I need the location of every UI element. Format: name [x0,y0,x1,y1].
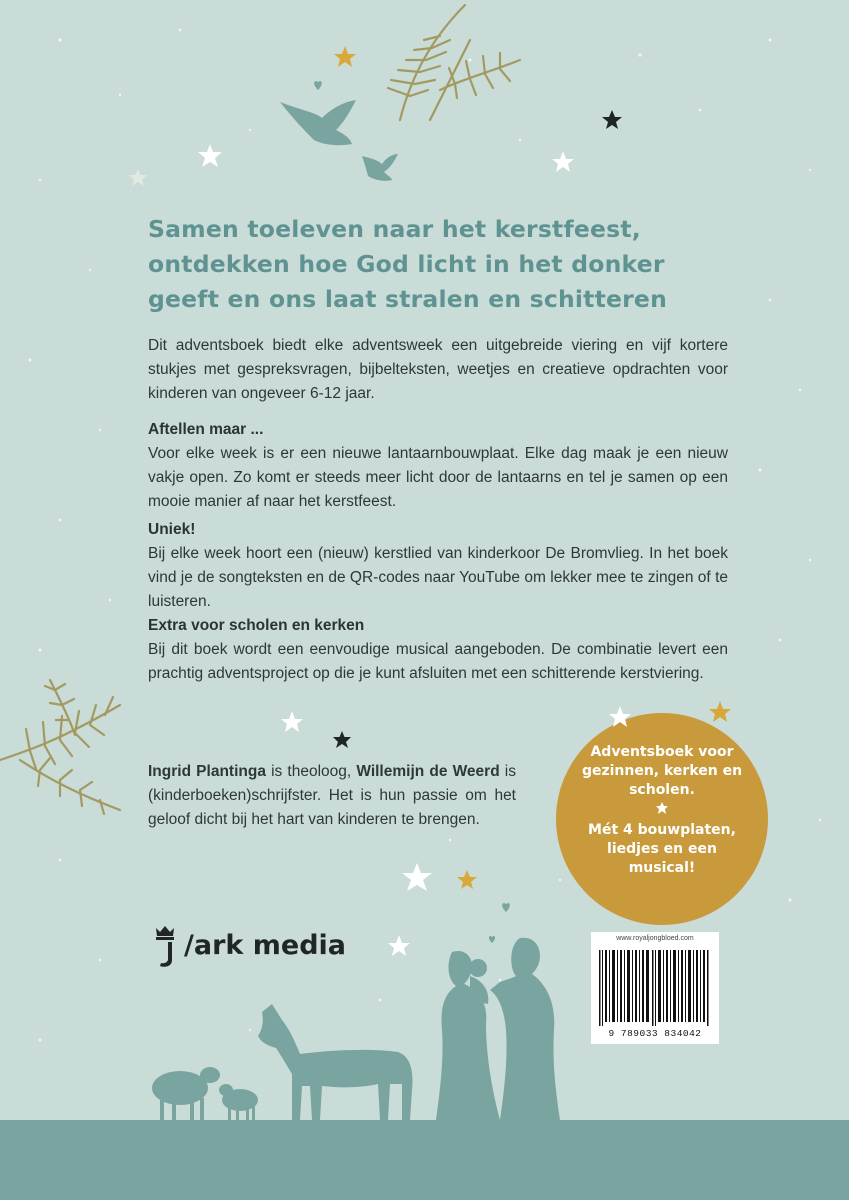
crown-icon [150,924,180,968]
author-name: Willemijn de Weerd [356,763,500,780]
section-text: Voor elke week is er een nieuwe lantaarnbouwplaat. Elke dag maak je een nieuw vakje open. Zo komt er steeds meer licht door de lantaarns en tel je samen op een mooie manier af naar het kerstfeest. [148,445,728,510]
badge-line: Adventsboek voor gezinnen, kerken en scholen. [581,744,743,798]
dove-icon [280,100,398,181]
publisher-url: www.royaljongbloed.com [616,935,694,942]
author-bio [148,760,516,832]
intro-text: Dit adventsboek biedt elke adventsweek een uitgebreide viering en vijf kortere stukjes met gespreksvragen, bijbelteksten, weetjes en creatieve opdrachten voor kinderen van ongeveer 6-12 jaar. [148,337,728,402]
intro-block [148,334,728,406]
section-text: Bij dit boek wordt een eenvoudige musical aangeboden. De combinatie levert een prachtig adventsproject op die je kunt afsluiten met een schitterende kerstviering. [148,641,728,682]
barcode-bars [599,950,711,1026]
headline-line: ontdekken hoe God licht in het donker [148,250,665,278]
headline [148,212,708,317]
badge-line: Mét 4 bouwplaten, liedjes en een musical! [588,822,736,876]
star-icon [655,801,669,815]
star-icon [608,705,632,729]
section-extra [148,614,728,686]
section-aftellen [148,418,728,514]
section-text: Bij elke week hoort een (nieuw) kerstlied van kinderkoor De Bromvlieg. In het boek vind je de songteksten en de QR-codes naar YouTube om lekker mee te zingen of te luisteren. [148,545,728,610]
isbn-number: 9 789033 834042 [608,1028,702,1039]
section-heading: Extra voor scholen en kerken [148,617,365,634]
branch-icon [388,5,520,120]
promo-badge [556,713,768,925]
author-role: is (kinderboeken)schrijfster. Het is hun passie om het geloof dicht bij het hart van kinderen te brengen. [148,763,516,828]
headline-line: Samen toeleven naar het kerstfeest, [148,215,641,243]
headline-line: geeft en ons laat stralen en schitteren [148,285,668,313]
branch-icon [0,680,120,814]
publisher-name: /ark media [184,930,346,961]
author-name: Ingrid Plantinga [148,763,266,780]
ground-band [0,1120,849,1200]
nativity-silhouette [152,938,560,1120]
section-heading: Aftellen maar ... [148,421,264,438]
author-role: is theoloog, [265,763,357,780]
barcode [591,932,719,1044]
section-uniek [148,518,728,614]
section-heading: Uniek! [148,521,196,538]
